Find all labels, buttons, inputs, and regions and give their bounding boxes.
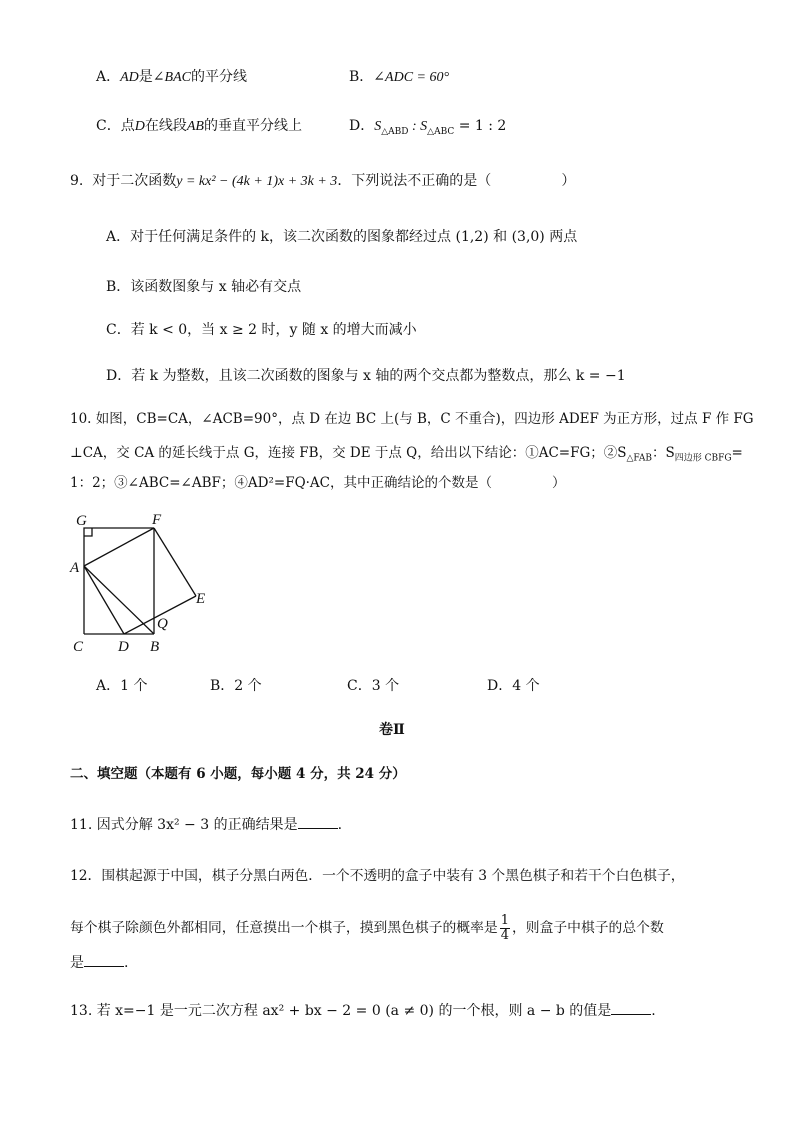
q10-option-c: C．3 个 — [347, 678, 400, 694]
segment-af — [84, 528, 154, 566]
q8-option-c: C．点D在线段AB的垂直平分线上 — [96, 118, 302, 134]
label-b: B — [150, 639, 160, 655]
q8-option-a: A．AD是∠BAC的平分线 — [96, 69, 247, 85]
q11-answer-blank — [298, 828, 338, 829]
segment-ad — [84, 566, 124, 634]
label-d: D — [118, 639, 129, 655]
right-angle-mark — [84, 528, 92, 536]
q9-option-d: D．若 k 为整数，且该二次函数的图象与 x 轴的两个交点都为整数点，那么 k = −1 — [106, 368, 626, 384]
label-e: E — [196, 591, 206, 607]
section-title: 卷Ⅱ — [379, 722, 405, 738]
q8-option-b: B．∠ADC = 60° — [349, 69, 450, 85]
segment-ab — [84, 566, 154, 634]
q9-option-c: C．若 k < 0，当 x ≥ 2 时，y 随 x 的增大而减小 — [106, 322, 417, 338]
q12-answer-blank — [84, 966, 124, 967]
q10-option-b: B．2 个 — [210, 678, 262, 694]
q11-text: 11. 因式分解 3x² − 3 的正确结果是 . — [70, 817, 343, 833]
section-heading: 二、填空题（本题有 6 小题，每小题 4 分，共 24 分） — [70, 766, 406, 782]
q12-line-3: 是 . — [70, 955, 129, 971]
q13-answer-blank — [611, 1014, 651, 1015]
label-g: G — [76, 513, 87, 529]
segment-fe — [154, 528, 196, 596]
q10-option-d: D．4 个 — [487, 678, 540, 694]
label-a: A — [70, 560, 80, 576]
q9-option-b: B．该函数图象与 x 轴必有交点 — [106, 279, 302, 295]
q12-line-1: 12．围棋起源于中国，棋子分黑白两色．一个不透明的盒子中装有 3 个黑色棋子和若干个白色棋子， — [70, 868, 685, 884]
q10-line-2: ⊥CA，交 CA 的延长线于点 G，连接 FB，交 DE 于点 Q，给出以下结论：①AC=FG；$②S_{\triangle FAB}$：$S_{四边形 CBFG}=$ — [70, 445, 743, 464]
q10-geometry-figure — [64, 508, 224, 658]
label-f: F — [152, 512, 162, 528]
q10-line-3: 1：2；③∠ABC=∠ABF；④AD²=FQ·AC，其中正确结论的个数是（ ） — [70, 475, 566, 491]
q9-stem: 9. 对于二次函数y = kx² − (4k + 1)x + 3k + 3．下列说法不正确的是（ ） — [70, 173, 576, 189]
q10-line-1: 10. 如图，CB=CA，∠ACB=90°，点 D 在边 BC 上(与 B，C 不重合)，四边形 ADEF 为正方形，过点 F 作 FG — [70, 411, 754, 427]
label-c: C — [73, 639, 84, 655]
label-q: Q — [157, 616, 168, 632]
segment-cg — [84, 528, 154, 634]
q10-option-a: A．1 个 — [96, 678, 148, 694]
q12-line-2: 每个棋子除颜色外都相同，任意摸出一个棋子，摸到黑色棋子的概率是 $\frac{1}{4}$ ，则盒子中棋子的总个数 — [70, 913, 664, 943]
q9-option-a: A．对于任何满足条件的 k，该二次函数的图象都经过点 (1,2) 和 (3,0) 两点 — [106, 229, 578, 245]
q12-fraction: $\frac{1}{4}$ — [500, 913, 509, 943]
q8-option-d: D．$S_{\triangle ABD}$ : $S_{\triangle ABC} = 1$ : 2 — [349, 118, 507, 137]
q13-text: 13. 若 x=−1 是一元二次方程 ax² + bx − 2 = 0 (a ≠ 0) 的一个根，则 a − b 的值是 . — [70, 1003, 656, 1019]
